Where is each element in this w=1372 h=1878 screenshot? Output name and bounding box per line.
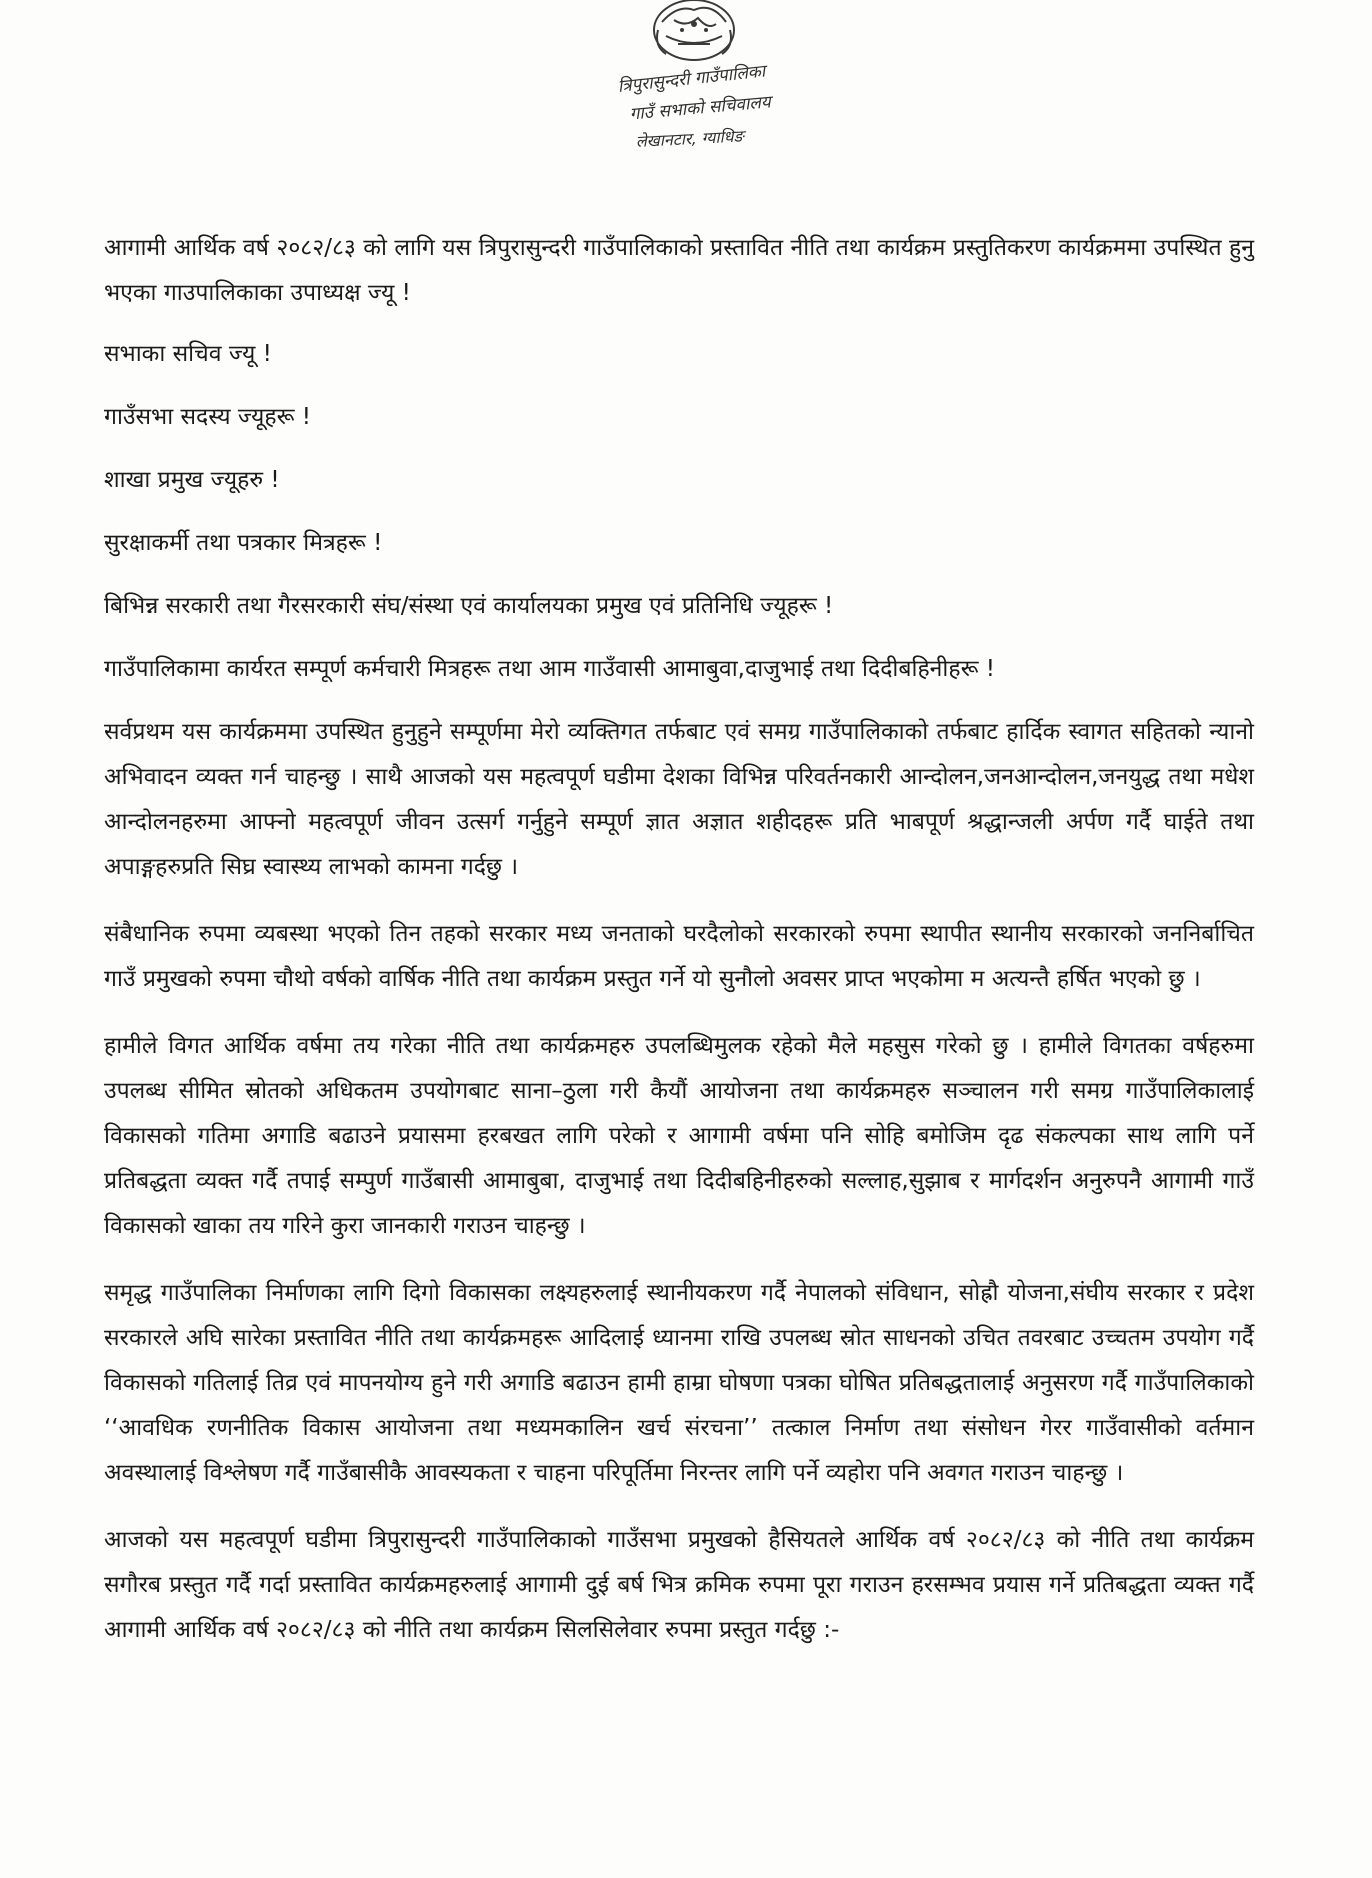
salutation-section-chiefs: शाखा प्रमुख ज्यूहरु ! (104, 467, 280, 493)
salutation-security-press: सुरक्षाकर्मी तथा पत्रकार मित्रहरू ! (104, 530, 383, 556)
paragraph-presentation: आजको यस महत्वपूर्ण घडीमा त्रिपुरासुन्दरी गाउँपालिकाको गाउँसभा प्रमुखको हैसियतले आर्थिक वर्ष २०८२/८३ को नीति तथा कार्यक्रम सगौरब प्रस्तुत गर्दै गर्दा प्रस्तावित कार्यक्रमहरुलाई आगामी दुई बर्ष भित्र क्रमिक रुपमा पूरा गराउन हरसम्भव प्रयास गर्ने प्रतिबद्धता व्यक्त गर्दै आगामी आर्थिक वर्ष २०८२/८३ को नीति तथा कार्यक्रम सिलसिलेवार रुपमा प्रस्तुत गर्दछु :- (104, 1527, 1254, 1643)
seal-text-line2: गाउँ सभाको सचिवालय (628, 92, 772, 125)
paragraph-constitutional: संबैधानिक रुपमा व्यबस्था भएको तिन तहको सरकार मध्य जनताको घरदैलोको सरकारको रुपमा स्थापीत स्थानीय सरकारको जननिर्बाचित गाउँ प्रमुखको रुपमा चौथो वर्षको वार्षिक नीति तथा कार्यक्रम प्रस्तुत गर्ने यो सुनौलो अवसर प्राप्त भएकोमा म अत्यन्तै हर्षित भएको छु । (104, 921, 1254, 992)
speech-body (104, 226, 1254, 1675)
salutation-organizations: बिभिन्न सरकारी तथा गैरसरकारी संघ/संस्था एवं कार्यालयका प्रमुख एवं प्रतिनिधि ज्यूहरू ! (104, 593, 834, 619)
opening-address: आगामी आर्थिक वर्ष २०८२/८३ को लागि यस त्रिपुरासुन्दरी गाउँपालिकाको प्रस्तावित नीति तथा कार्यक्रम प्रस्तुतिकरण कार्यक्रममा उपस्थित हुनु भएका गाउपालिकाका उपाध्यक्ष ज्यू ! (104, 235, 1254, 306)
paragraph-past-achievements: हामीले विगत आर्थिक वर्षमा तय गरेका नीति तथा कार्यक्रमहरु उपलब्धिमुलक रहेको मैले महसुस गरेको छु । हामीले विगतका वर्षहरुमा उपलब्ध सीमित स्रोतको अधिकतम उपयोगबाट साना–ठुला गरी कैयौं आयोजना तथा कार्यक्रमहरु सञ्चालन गरी समग्र गाउँपालिकालाई विकासको गतिमा अगाडि बढाउने प्रयासमा हरबखत लागि परेको र आगामी वर्षमा पनि सोहि बमोजिम दृढ संकल्पका साथ लागि पर्ने प्रतिबद्धता व्यक्त गर्दै तपाई सम्पुर्ण गाउँबासी आमाबुबा, दाजुभाई तथा दिदीबहिनीहरुको सल्लाह,सुझाब र मार्गदर्शन अनुरुपनै आगामी गाउँ विकासको खाका तय गरिने कुरा जानकारी गराउन चाहन्छु । (104, 1033, 1254, 1239)
salutation-secretary: सभाका सचिव ज्यू ! (104, 341, 272, 367)
paragraph-welcome: सर्वप्रथम यस कार्यक्रममा उपस्थित हुनुहुने सम्पूर्णमा मेरो व्यक्तिगत तर्फबाट एवं समग्र गाउँपालिकाको तर्फबाट हार्दिक स्वागत सहितको न्यानो अभिवादन व्यक्त गर्न चाहन्छु । साथै आजको यस महत्वपूर्ण घडीमा देशका विभिन्न परिवर्तनकारी आन्दोलन,जनआन्दोलन,जनयुद्ध तथा मधेश आन्दोलनहरुमा आफ्नो महत्वपूर्ण जीवन उत्सर्ग गर्नुहुने सम्पूर्ण ज्ञात अज्ञात शहीदहरू प्रति भाबपूर्ण श्रद्धान्जली अर्पण गर्दै घाईते तथा अपाङ्गहरुप्रति सिघ्र स्वास्थ्य लाभको कामना गर्दछु । (104, 719, 1254, 880)
salutation-staff-villagers: गाउँपालिकामा कार्यरत सम्पूर्ण कर्मचारी मित्रहरू तथा आम गाउँवासी आमाबुवा,दाजुभाई तथा दिदीबहिनीहरू ! (104, 656, 996, 682)
seal-text-line3: लेखानटार, ग्याधिङ (635, 126, 745, 152)
municipality-seal (594, 0, 794, 178)
seal-emblem-icon (594, 0, 794, 178)
salutation-assembly-members: गाउँसभा सदस्य ज्यूहरू ! (104, 404, 311, 430)
paragraph-sustainable-development: समृद्ध गाउँपालिका निर्माणका लागि दिगो विकासका लक्ष्यहरुलाई स्थानीयकरण गर्दै नेपालको संविधान, सोह्रौ योजना,संघीय सरकार र प्रदेश सरकारले अघि सारेका प्रस्तावित नीति तथा कार्यक्रमहरू आदिलाई ध्यानमा राखि उपलब्ध स्रोत साधनको उचित तवरबाट उच्चतम उपयोग गर्दै विकासको गतिलाई तिव्र एवं मापनयोग्य हुने गरी अगाडि बढाउन हामी हाम्रा घोषणा पत्रका घोषित प्रतिबद्धतालाई अनुसरण गर्दै गाउँपालिकाको ‘‘आवधिक रणनीतिक विकास आयोजना तथा मध्यमकालिन खर्च संरचना’’ तत्काल निर्माण तथा संसोधन गेरर गाउँवासीको वर्तमान अवस्थालाई विश्लेषण गर्दै गाउँबासीकै आवस्यकता र चाहना परिपूर्तिमा निरन्तर लागि पर्ने व्यहोरा पनि अवगत गराउन चाहन्छु । (104, 1280, 1254, 1486)
seal-text-line1: त्रिपुरासुन्दरी गाउँपालिका (616, 61, 767, 97)
